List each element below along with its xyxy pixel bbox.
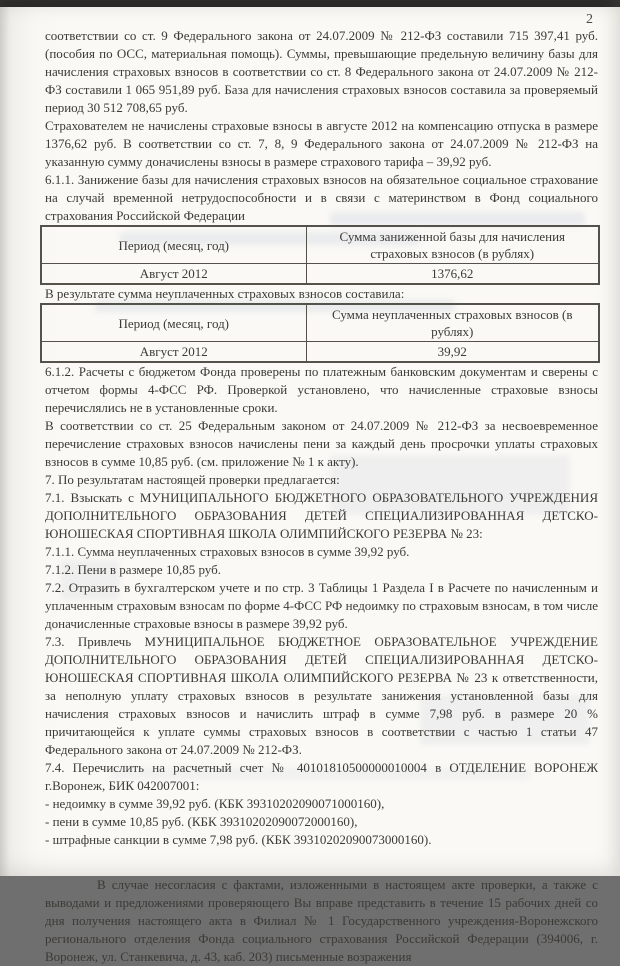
- col-header-period: Период (месяц, год): [41, 226, 306, 264]
- col-header-period: Период (месяц, год): [41, 304, 306, 342]
- paragraph-result-intro: В результате сумма неуплаченных страховых взносов составила:: [45, 286, 405, 301]
- page-number: 2: [586, 12, 593, 27]
- col-header-unpaid-sum: Сумма неуплаченных страховых взносов (в рублях): [306, 304, 599, 342]
- paragraph-6-1-1-heading: 6.1.1. Занижение базы для начисления страховых взносов на обязательное социальное страхование на случай временной нетрудоспособности и в связи с материнством в Фонд социального страхования Российской Федерации: [45, 172, 598, 223]
- cell-period: Август 2012: [41, 342, 306, 363]
- paragraph-7-4-transfer: 7.4. Перечислить на расчетный счет № 40101810500000010004 в ОТДЕЛЕНИЕ ВОРОНЕЖ г.Воронеж, БИК 042007001:: [45, 760, 598, 793]
- list-item-nedoimka-kbk: - недоимку в сумме 39,92 руб. (КБК 39310202090071000160),: [45, 796, 385, 811]
- paragraph-7-3-liability: 7.3. Привлечь МУНИЦИПАЛЬНОЕ БЮДЖЕТНОЕ ОБРАЗОВАТЕЛЬНОЕ УЧРЕЖДЕНИЕ ДОПОЛНИТЕЛЬНОГО ОБРАЗОВАНИЯ ДЕТЕЙ СПЕЦИАЛИЗИРОВАННАЯ ДЕТСКО-ЮНОШЕСКАЯ СПОРТИВНАЯ ШКОЛА ОЛИМПИЙСКОГО РЕЗЕРВА № 23 к ответственности, за неполную уплату страховых взносов в результате занижения установленной базы для начисления страховых взносов и начислить штраф в сумме 7,98 руб. в размере 20 % причитающейся к уплате суммы страховых взносов в соответствии с частью 1 статьи 47 Федерального закона от 24.07.2009 № 212-ФЗ.: [45, 634, 598, 757]
- paragraph-7-1-1: 7.1.1. Сумма неуплаченных страховых взносов в сумме 39,92 руб.: [45, 544, 410, 559]
- table-row: [41, 342, 599, 363]
- document-body: [45, 27, 598, 966]
- list-item-peni-kbk: - пени в сумме 10,85 руб. (КБК 39310202090072000160),: [45, 814, 358, 829]
- understated-base-table: [40, 225, 600, 285]
- paragraph-article-25-penalty: В соответствии со ст. 25 Федеральным законом от 24.07.2009 № 212-ФЗ за несвоевременное перечисление страховых взносов начислены пени за каждый день просрочки уплаты страховых взносов в сумме 10,85 руб. (см. приложение № 1 к акту).: [45, 418, 598, 469]
- table-row: [41, 264, 599, 285]
- cell-period: Август 2012: [41, 264, 306, 285]
- table-header-row: [41, 226, 599, 264]
- list-item-shtraf-kbk: - штрафные санкции в сумме 7,98 руб. (КБК 39310202090073000160).: [45, 832, 432, 847]
- cell-amount: 1376,62: [306, 264, 599, 285]
- scan-edge-artifact: [0, 0, 620, 7]
- paragraph-7-proposals: 7. По результатам настоящей проверки предлагается:: [45, 472, 340, 487]
- col-header-understated-sum: Сумма заниженной базы для начисления страховых взносов (в рублях): [306, 226, 599, 264]
- cell-amount: 39,92: [306, 342, 599, 363]
- table-header-row: [41, 304, 599, 342]
- paragraph-7-1-recover: 7.1. Взыскать с МУНИЦИПАЛЬНОГО БЮДЖЕТНОГО ОБРАЗОВАТЕЛЬНОГО УЧРЕЖДЕНИЯ ДОПОЛНИТЕЛЬНОГО ОБРАЗОВАНИЯ ДЕТЕЙ СПЕЦИАЛИЗИРОВАННАЯ ДЕТСКО-ЮНОШЕСКАЯ СПОРТИВНАЯ ШКОЛА ОЛИМПИЙСКОГО РЕЗЕРВА № 23:: [45, 490, 598, 541]
- unpaid-contributions-table: [40, 303, 600, 363]
- paragraph-7-2-accounting: 7.2. Отразить в бухгалтерском учете и по стр. 3 Таблицы 1 Раздела I в Расчете по начисленным и уплаченным страховым взносам по форме 4-ФСС РФ недоимку по страховым взносам, в том числе доначисленные страховые взносы в размере 39,92 руб.: [45, 580, 598, 631]
- paragraph-continuation-st9: соответствии со ст. 9 Федерального закона от 24.07.2009 № 212-ФЗ составили 715 397,41 руб. (пособия по ОСС, материальная помощь). Суммы, превышающие предельную величину базы для начисления страховых взносов в соответствии со ст. 8 Федерального закона от 24.07.2009 № 212-ФЗ составили 1 065 951,89 руб. База для начисления страховых взносов составила за проверяемый период 30 512 708,65 руб.: [45, 28, 598, 115]
- paragraph-august-2012: Страхователем не начислены страховые взносы в августе 2012 на компенсацию отпуска в размере 1376,62 руб. В соответствии со ст. 7, 8, 9 Федерального закона от 24.07.2009 № 212-ФЗ на указанную сумму доначислены взносы в размере страхового тарифа – 39,92 руб.: [45, 118, 598, 169]
- paragraph-disagreement-notice: В случае несогласия с фактами, изложенными в настоящем акте проверки, а также с выводами и предложениями проверяющего Вы вправе представить в течение 15 рабочих дней со дня получения настоящего акта в Филиал № 1 Государственного учреждения-Воронежского регионального отделения Фонда социального страхования Российской Федерации (394006, г. Воронеж, ул. Станкевича, д. 43, каб. 203) письменные возражения: [45, 877, 598, 964]
- paragraph-6-1-2: 6.1.2. Расчеты с бюджетом Фонда проверены по платежным банковским документам и сверены с отчетом формы 4-ФСС РФ. Проверкой установлено, что начисленные страховые взносы перечислялись не в установленные сроки.: [45, 364, 598, 415]
- paragraph-7-1-2: 7.1.2. Пени в размере 10,85 руб.: [45, 562, 221, 577]
